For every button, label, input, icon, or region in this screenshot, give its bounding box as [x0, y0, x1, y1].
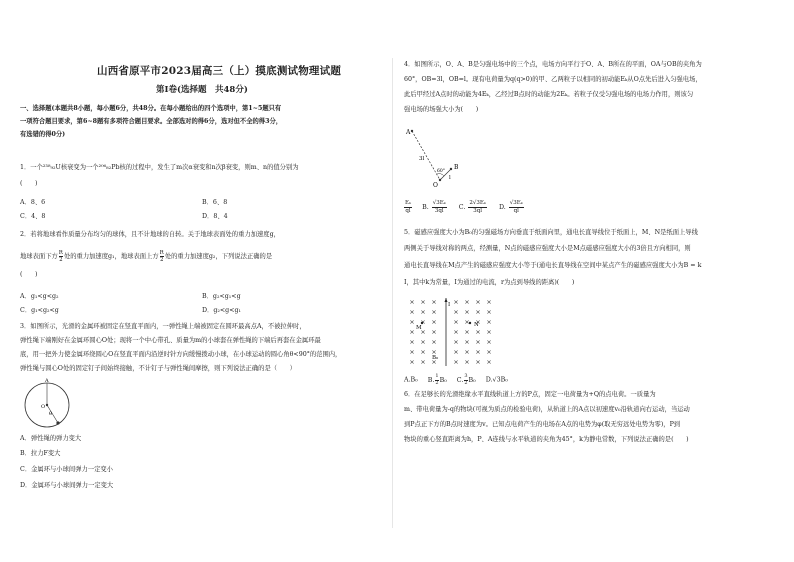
q4-option-d-frac: $\frac{\text{√3Eₖ}}{ql}$	[509, 200, 523, 214]
q5-label-i: I	[448, 302, 451, 308]
q4-line-3: 此后甲经过A点时的动能为4Eₖ，乙经过B点时的动能为2Eₖ。若粒子仅受匀强电场的电场力作用，则该匀	[404, 91, 694, 98]
q4-line-4: 强电场的场强大小为( )	[404, 106, 479, 113]
q6-line-4: 物块的重心竖直距离为h，P、A连线与水平轨道的夹角为45°，k为静电常数，下列说法正确的是( )	[404, 436, 689, 443]
q5-line-1: 5．磁感应强度大小为B₀的匀强磁场方向垂直于纸面向里，通电长直导线位于纸面上，M、N是纸面上导线	[404, 229, 698, 236]
q4-label-b: B	[454, 164, 459, 171]
q6-line-3: 到P点正下方的B点时速度为v。已知点电荷产生的电场在A点的电势为φ(取无穷远处电势为零)，P到	[404, 421, 681, 428]
q5-label-m: M	[416, 325, 422, 331]
exam-title: 山西省原平市2023届高三（上）摸底测试物理试题	[97, 65, 342, 77]
instruction-line-2: 一项符合题目要求，第6~8题有多项符合题目要求。全部选对的得6分，选对但不全的得3分，	[20, 118, 283, 125]
q4-option-a[interactable]	[404, 200, 412, 214]
q3-line-1: 3．如图所示，光滑的金属环被固定在竖直平面内，一弹性绳上端被固定在圆环最高点A，不被拉伸时，	[20, 323, 306, 330]
q1-paren: ( )	[20, 180, 38, 187]
q3-label-o: O	[41, 404, 46, 410]
section-heading: 第Ⅰ卷(选择题 共48分)	[156, 85, 248, 95]
q4-option-a-frac: $\frac{\text{Eₖ}}{ql}$	[405, 200, 412, 214]
q4-option-c[interactable]: C. $\frac{\text{2√3Eₖ}}{3ql}$	[458, 200, 486, 214]
q1-stem: 1．一个²³⁸₉₂U核衰变为一个²⁰⁶₈₂Pb核的过程中，发生了m次α衰变和n次β衰变，则m、n的值分别为	[20, 164, 299, 171]
q4-options	[404, 200, 524, 215]
q2-fraction-1: $\frac{R}{2}$	[58, 250, 63, 263]
q3-option-d[interactable]: D．金属环与小球间弹力一定变大	[20, 482, 114, 489]
q1-option-b[interactable]: B．6、8	[202, 199, 228, 206]
q3-label-theta: θ	[49, 411, 53, 417]
q3-ring-figure	[20, 378, 80, 430]
q4-label-o: O	[433, 182, 438, 188]
q5-option-b-frac: $\frac{1}{2}$	[435, 373, 439, 386]
q5-option-c-frac: $\frac{3}{2}$	[464, 373, 468, 386]
q3-option-b[interactable]: B．拉力F变大	[20, 450, 61, 457]
q4-option-b[interactable]: B. $\frac{\text{√3Eₖ}}{3ql}$	[422, 200, 446, 214]
q5-field-figure	[406, 296, 506, 368]
q3-line-3: 底，用一把外力使金属环绕圆心O在竖直平面内沿逆时针方向缓慢拨动小球，在小球运动的圆心角θ<90°的范围内，	[20, 351, 342, 358]
q5-line-2: 两侧关于导线对称的两点，经测量，N点的磁感应强度大小是M点磁感应强度大小的3倍且方向相同，则	[404, 245, 691, 252]
q5-option-c[interactable]: C. $\frac{3}{2}$ B₀	[456, 373, 476, 386]
q4-line-1: 4．如图所示，O、A、B是匀强电场中的三个点，电场方向平行于O、A、B所在的平面，OA与OB的夹角为	[404, 61, 702, 68]
q4-option-d[interactable]: D. $\frac{\text{√3Eₖ}}{ql}$	[498, 200, 523, 214]
q2-line-1: 2．若将地球看作质量分布均匀的球体，且不计地球的自转。关于地球表面处的重力加速度g，	[20, 231, 280, 238]
q2-line-2	[20, 250, 272, 263]
instruction-line-3: 有选错的得0分)	[20, 131, 66, 138]
q3-option-a[interactable]: A．弹性绳的弹力变大	[20, 435, 82, 442]
q5-option-d[interactable]: D.√3B₀	[485, 376, 508, 384]
q4-line-2: 60°，OB=3l，OB=l。现有电荷量为q(q>0)的甲、乙两粒子以相同的初动能Eₖ从O点先后进入匀强电场，	[404, 76, 702, 83]
q2-fraction-2: $\frac{R}{2}$	[159, 250, 164, 263]
q5-option-a[interactable]: A.B₀	[404, 376, 418, 384]
q4-label-l: l	[449, 175, 451, 181]
q2-part-b: 处的重力加速度g₁，地球表面上方	[63, 253, 159, 260]
q6-line-1: 6．在足够长的光滑绝缘水平直线轨道上方的P点，固定一电荷量为+Q的点电荷。一质量为	[404, 391, 656, 398]
q4-option-b-frac: $\frac{\text{√3Eₖ}}{3ql}$	[432, 200, 446, 214]
q5-label-n: N	[474, 322, 479, 328]
q5-line-3: 通电长直导线在M点产生的磁感应强度大小等于(通电长直导线在空间中某点产生的磁感应强度大小为B = k	[404, 262, 702, 269]
q4-label-a: A	[406, 129, 411, 136]
q2-option-b[interactable]: B．g₂<g₁<g	[202, 293, 241, 300]
field-crosses	[410, 300, 490, 363]
q2-option-d[interactable]: D．g₂<g<g₁	[202, 307, 242, 314]
q1-option-c[interactable]: C．4、8	[20, 213, 46, 220]
q2-part-c: 处的重力加速度g₂，下列说法正确的是	[164, 253, 273, 260]
q5-label-b0: B₀	[432, 355, 439, 361]
q4-label-3l: 3l	[419, 156, 425, 162]
q3-option-c[interactable]: C．金属环与小球间弹力一定变小	[20, 466, 113, 473]
q2-option-c[interactable]: C．g₁<g₂<g	[20, 307, 59, 314]
q3-line-2: 弹性绳下端刚好在金属环圆心O处；现将一个中心带孔、质量为m的小球套在弹性绳的下端后再套在金属环最	[20, 337, 321, 344]
q1-option-a[interactable]: A．8、6	[20, 199, 46, 206]
q2-paren: ( )	[20, 271, 38, 278]
q4-triangle-figure	[404, 124, 474, 188]
q2-option-a[interactable]: A．g₁<g<g₂	[20, 293, 59, 300]
q1-option-d[interactable]: D．8、4	[202, 213, 228, 220]
column-divider	[392, 58, 393, 528]
q5-options	[404, 374, 508, 386]
q5-option-b[interactable]: B. $\frac{1}{2}$ B₀	[427, 373, 447, 386]
q4-option-c-frac: $\frac{\text{2√3Eₖ}}{3ql}$	[469, 200, 486, 214]
q5-line-4: I，其中k为常量，I为通过的电流，r为点到导线的距离)( )	[404, 279, 575, 286]
q6-line-2: m、带电荷量为-q的物块(可视为质点的检验电荷)，从轨道上的A点以初速度v₀沿轨道向右运动，当运动	[404, 406, 690, 413]
q3-line-4: 弹性绳与圆心O处的固定钉子间始终接触，不计钉子与弹性绳间摩擦，则下列说法正确的是（ ）	[20, 365, 296, 372]
q2-part-a: 地球表面下方	[20, 253, 58, 260]
q4-label-angle: 60°	[437, 169, 445, 174]
q3-label-a: A	[45, 378, 49, 384]
instruction-line-1: 一、选择题(本题共8小题，每小题6分，共48分。在每小题给出的四个选项中，第1~5题只有	[20, 105, 282, 112]
